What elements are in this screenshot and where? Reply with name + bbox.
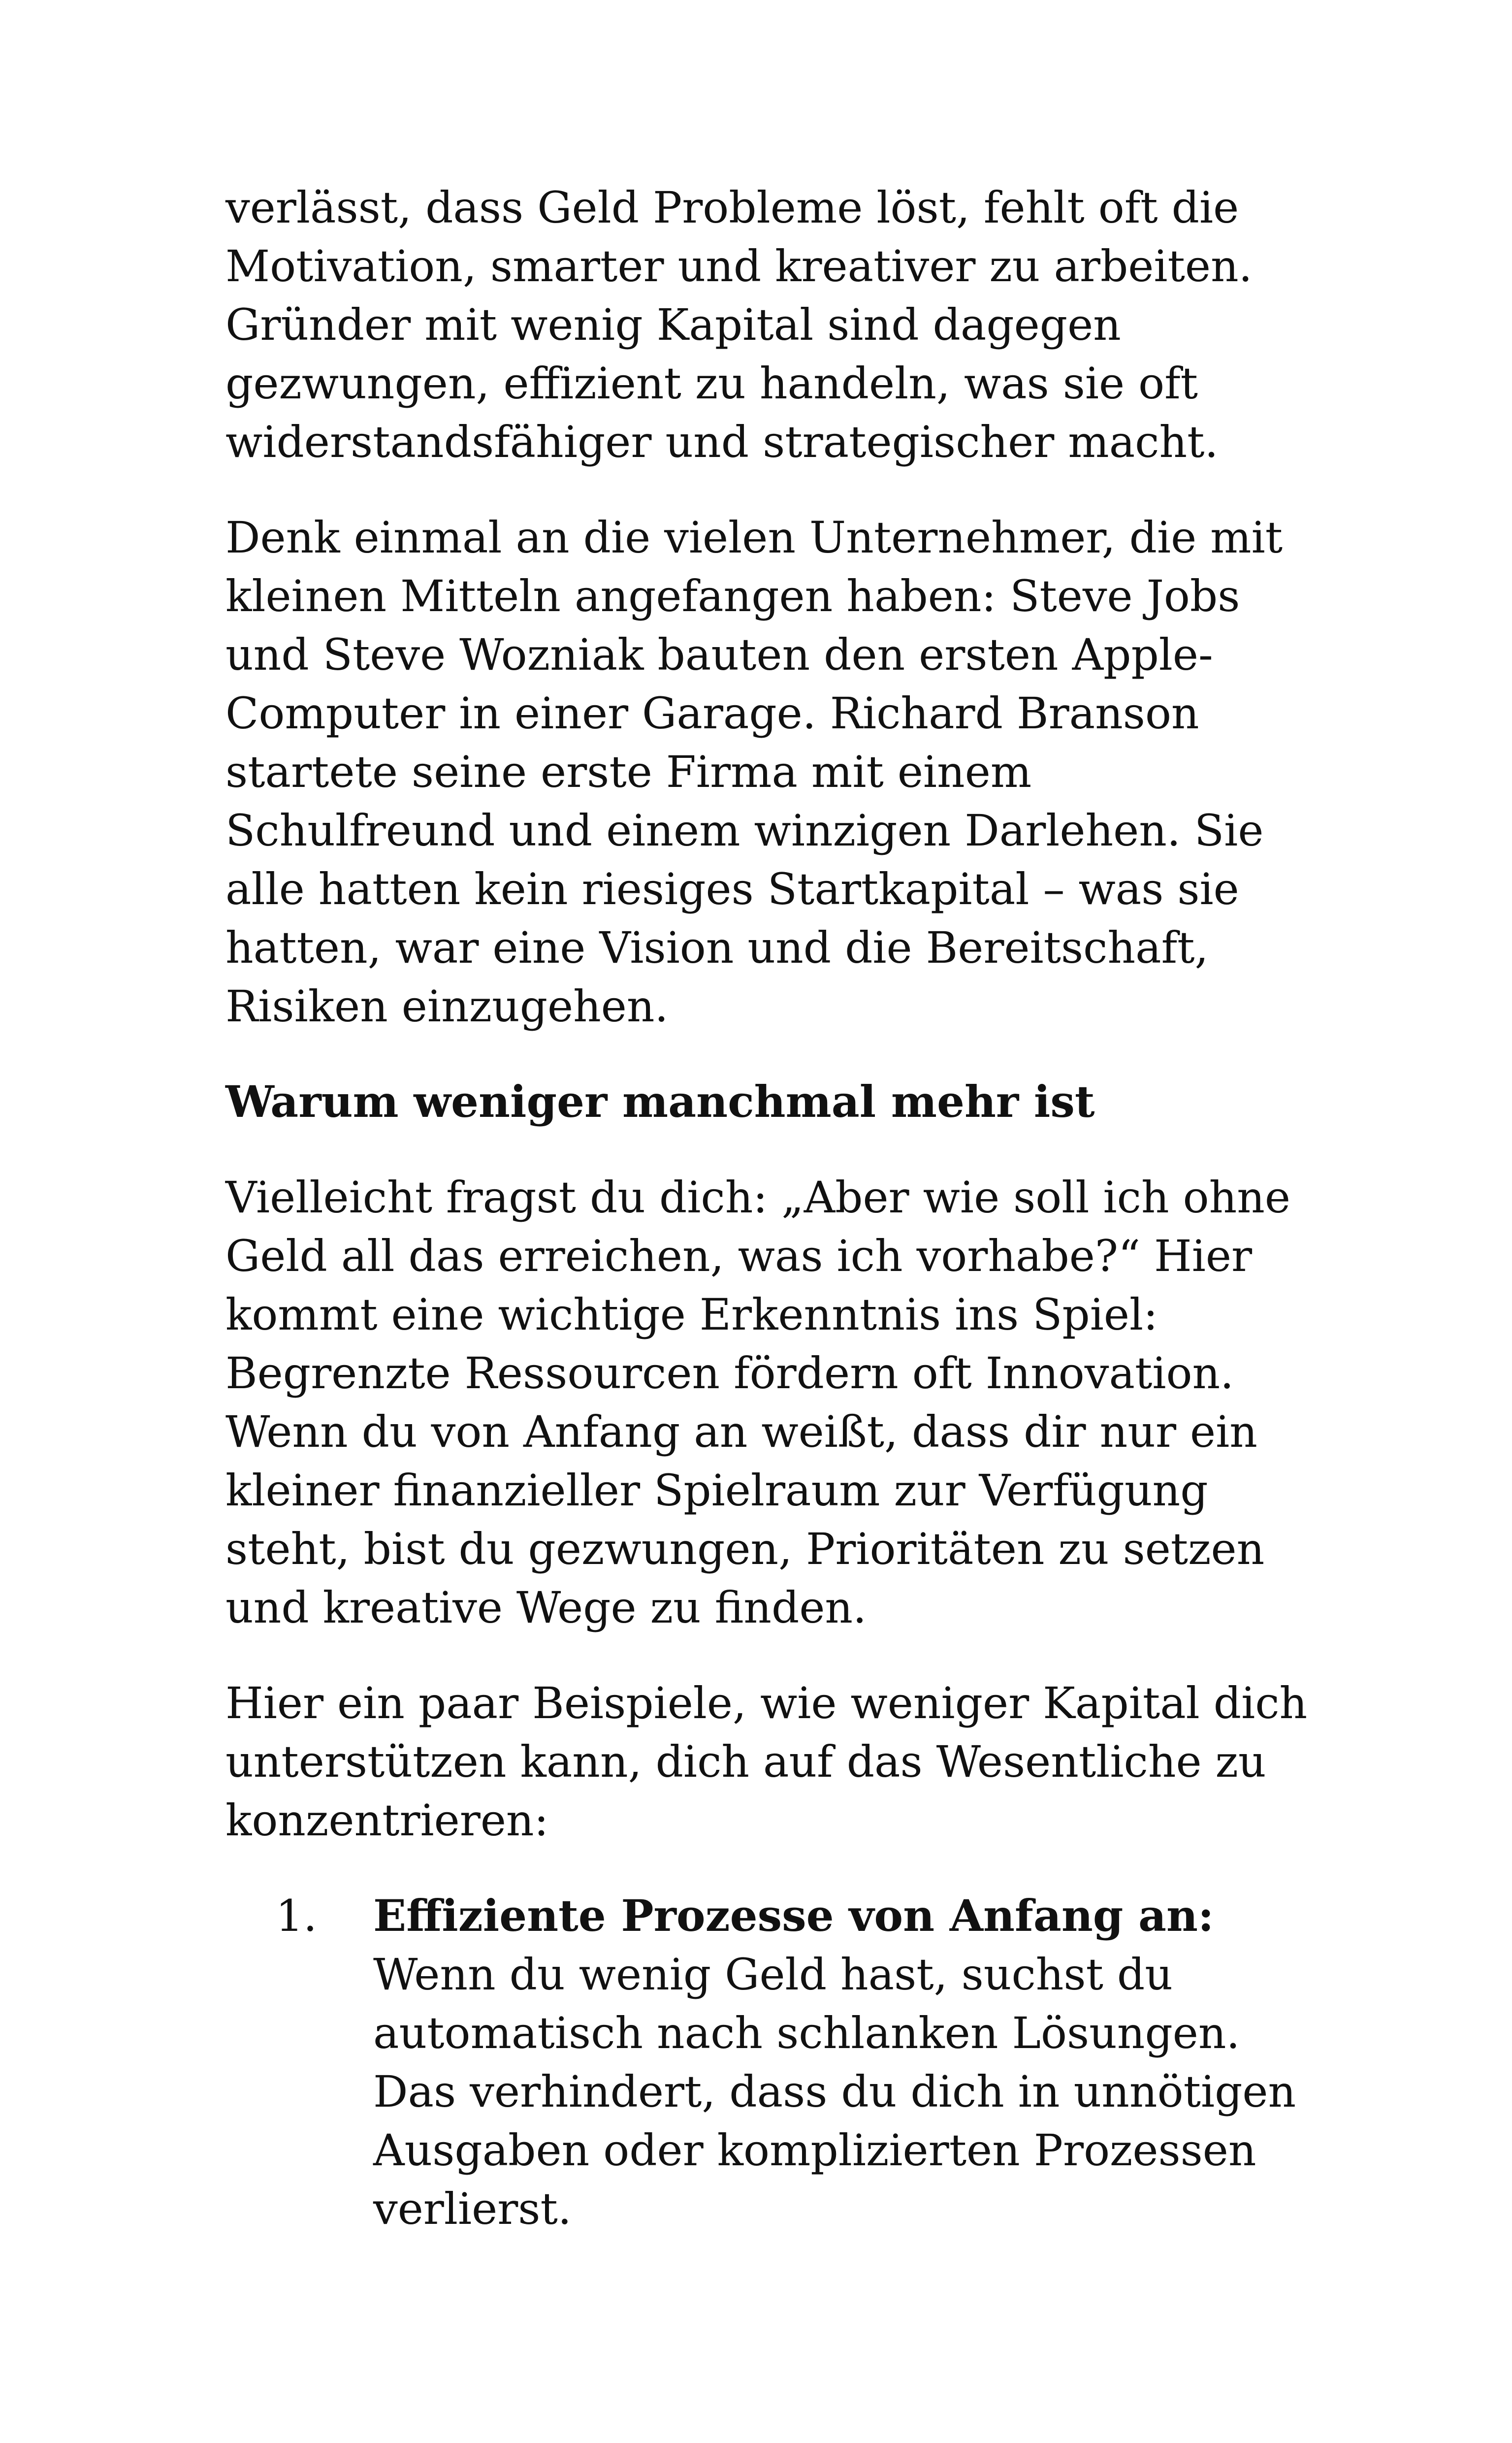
paragraph-3: Vielleicht fragst du dich: „Aber wie soll ich ohne Geld all das erreichen, was ich vorhabe?“ Hier kommt eine wichtige Erkenntnis ins Spiel: Begrenzte Ressourcen fördern oft Innovation. Wenn du von Anfang an weißt, dass dir nur ein kleiner finanzieller Spielraum zur Verfügung steht, bist du gezwungen, Prioritäten zu setzen und kreative Wege zu finden. — [225, 1172, 1291, 1633]
list-item-number: 1. — [276, 1890, 317, 1941]
paragraph-4: Hier ein paar Beispiele, wie weniger Kapital dich unterstützen kann, dich auf das Wesentliche zu konzentrieren: — [225, 1678, 1308, 1846]
paragraph-2: Denk einmal an die vielen Unternehmer, die mit kleinen Mitteln angefangen haben: Steve Jobs und Steve Wozniak bauten den ersten Apple-Computer in einer Garage. Richard Branson startete seine erste Firma mit einem Schulfreund und einem winzigen Darlehen. Sie alle hatten kein riesiges Startkapital – was sie hatten, war eine Vision und die Bereitschaft, Risiken einzugehen. — [225, 512, 1283, 1032]
list-item-text: Wenn du wenig Geld hast, suchst du automatisch nach schlanken Lösungen. Das verhindert, dass du dich in unnötigen Ausgaben oder komplizierten Prozessen verlierst. — [373, 1949, 1296, 2234]
paragraph-1: verlässt, dass Geld Probleme löst, fehlt oft die Motivation, smarter und kreativer zu arbeiten. Gründer mit wenig Kapital sind dagegen gezwungen, effizient zu handeln, was sie oft widerstandsfähiger und strategischer macht. — [225, 182, 1253, 467]
list-item-title: Effiziente Prozesse von Anfang an: — [373, 1890, 1214, 1941]
body-text — [225, 178, 1309, 2238]
section-heading: Warum weniger manchmal mehr ist — [225, 1076, 1095, 1127]
numbered-list — [225, 1887, 1309, 2238]
list-item — [225, 1887, 1309, 2238]
